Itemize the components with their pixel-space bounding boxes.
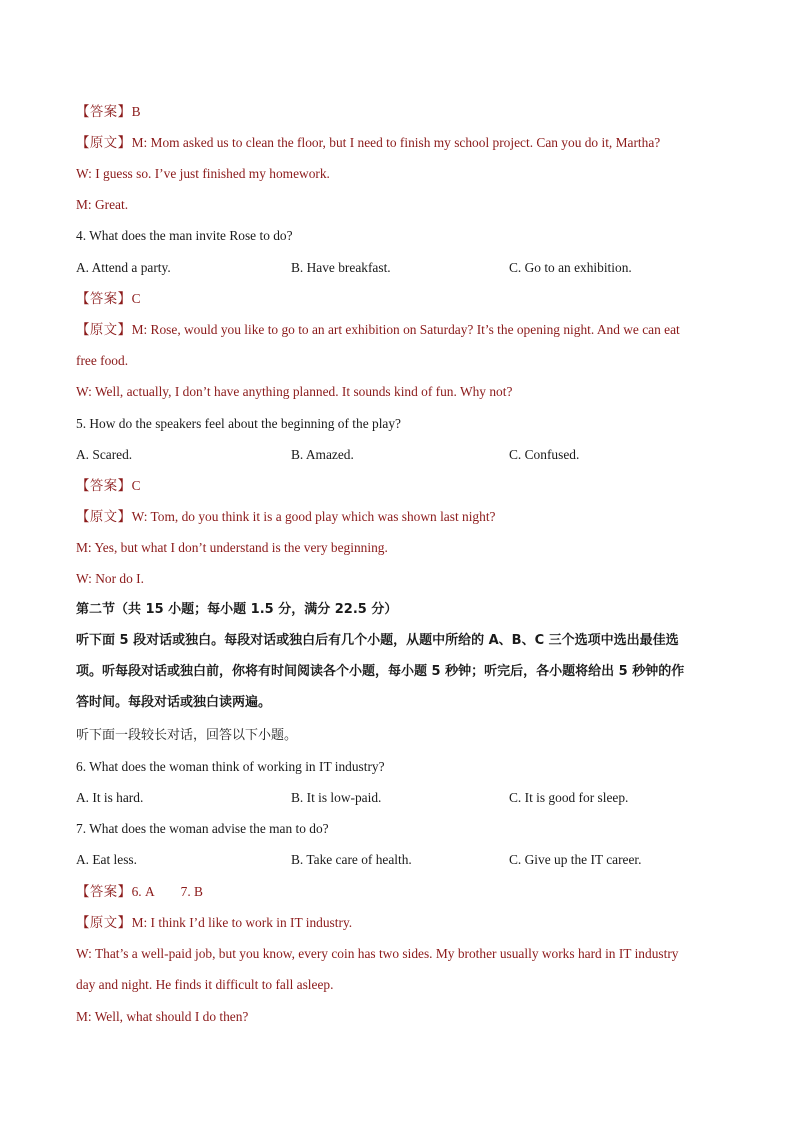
section-intro: 听下面一段较长对话，回答以下小题。: [76, 728, 298, 743]
transcript-text: M: I think I’d like to work in IT industry.: [131, 915, 353, 930]
answer-row: [76, 290, 718, 308]
source-tag: 【原文】: [76, 509, 132, 524]
option-a: A. Eat less.: [76, 852, 137, 867]
answer-value: B: [131, 104, 141, 119]
transcript-text: M: Mom asked us to clean the floor, but I need to finish my school project. Can you do it, Martha?: [131, 135, 661, 150]
option-a: A. Attend a party.: [76, 260, 171, 275]
question-text: 5. How do the speakers feel about the beginning of the play?: [76, 416, 401, 431]
transcript-line: [76, 134, 718, 152]
section-instructions: 听下面 5 段对话或独白。每段对话或独白后有几个小题，从题中所给的 A、B、C 三个选项中选出最佳选: [76, 633, 679, 648]
option-b: B. It is low-paid.: [291, 790, 382, 805]
transcript-line: W: Well, actually, I don’t have anything planned. It sounds kind of fun. Why not?: [76, 384, 513, 399]
answer-row: [76, 883, 718, 901]
answer-tag: 【答案】: [76, 884, 132, 899]
transcript-line: [76, 508, 718, 526]
question-text: 6. What does the woman think of working in IT industry?: [76, 759, 385, 774]
answer-tag: 【答案】: [76, 104, 132, 119]
option-a: A. It is hard.: [76, 790, 144, 805]
transcript-line: M: Well, what should I do then?: [76, 1009, 249, 1024]
option-b: B. Amazed.: [291, 447, 354, 462]
option-c: C. Go to an exhibition.: [509, 260, 632, 275]
option-c: C. Give up the IT career.: [509, 852, 642, 867]
section-instructions: 答时间。每段对话或独白读两遍。: [76, 695, 272, 710]
transcript-line: W: Nor do I.: [76, 571, 144, 586]
answer-row: [76, 103, 718, 121]
answer-tag: 【答案】: [76, 291, 132, 306]
transcript-line: M: Yes, but what I don’t understand is the very beginning.: [76, 540, 388, 555]
transcript-line: W: I guess so. I’ve just finished my homework.: [76, 166, 330, 181]
transcript-line: M: Great.: [76, 197, 129, 212]
transcript-line: free food.: [76, 353, 129, 368]
transcript-line: W: That’s a well-paid job, but you know, every coin has two sides. My brother usually works hard in IT industry: [76, 946, 679, 961]
option-c: C. Confused.: [509, 447, 580, 462]
transcript-text: W: Tom, do you think it is a good play which was shown last night?: [131, 509, 496, 524]
answer-row: [76, 477, 718, 495]
source-tag: 【原文】: [76, 135, 132, 150]
source-tag: 【原文】: [76, 915, 132, 930]
option-c: C. It is good for sleep.: [509, 790, 629, 805]
transcript-line: [76, 321, 718, 339]
question-text: 7. What does the woman advise the man to do?: [76, 821, 329, 836]
section-heading: 第二节（共 15 小题；每小题 1.5 分，满分 22.5 分）: [76, 602, 398, 617]
answer-value: C: [131, 478, 141, 493]
answer-value: C: [131, 291, 141, 306]
transcript-line: [76, 914, 718, 932]
transcript-line: day and night. He finds it difficult to fall asleep.: [76, 977, 334, 992]
option-b: B. Take care of health.: [291, 852, 412, 867]
option-a: A. Scared.: [76, 447, 133, 462]
transcript-text: M: Rose, would you like to go to an art exhibition on Saturday? It’s the opening night. And we can eat: [131, 322, 680, 337]
answer-tag: 【答案】: [76, 478, 132, 493]
source-tag: 【原文】: [76, 322, 132, 337]
option-b: B. Have breakfast.: [291, 260, 391, 275]
question-text: 4. What does the man invite Rose to do?: [76, 228, 293, 243]
section-instructions: 项。听每段对话或独白前，你将有时间阅读各个小题，每小题 5 秒钟；听完后，各小题将给出 5 秒钟的作: [76, 664, 685, 679]
answer-value: 6. A 7. B: [131, 884, 203, 899]
